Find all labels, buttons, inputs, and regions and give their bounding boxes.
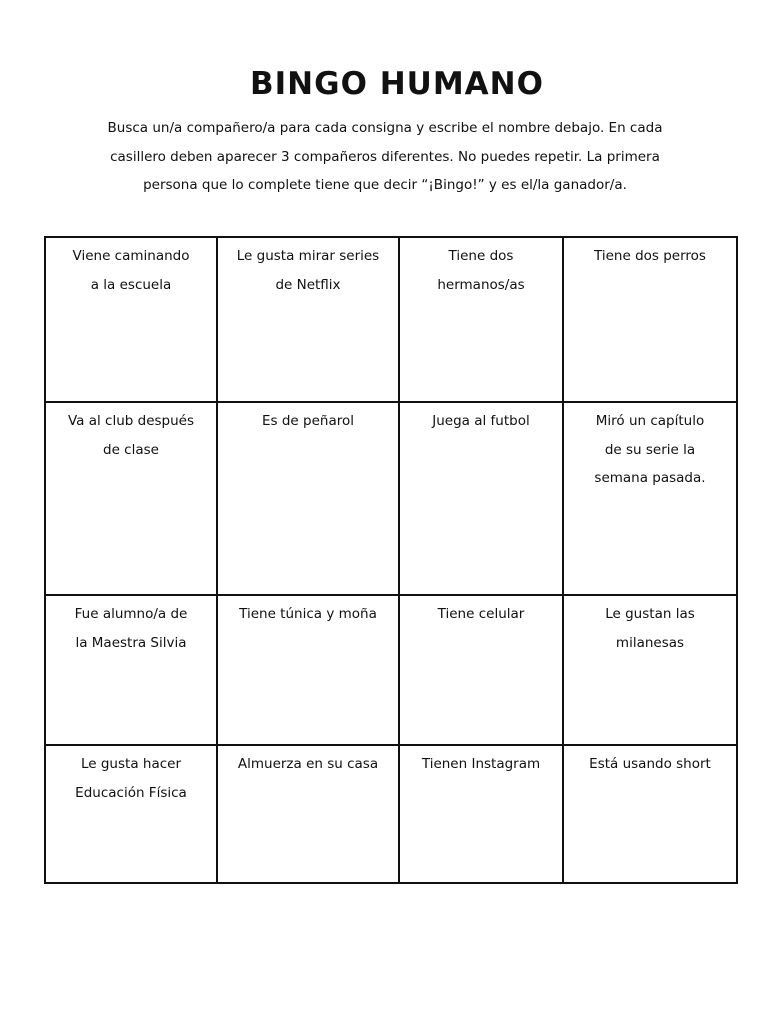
instructions-line: persona que lo complete tiene que decir “¡Bingo!” y es el/la ganador/a. bbox=[143, 177, 627, 193]
bingo-cell-text: Almuerza en su casa bbox=[237, 756, 379, 772]
bingo-cell-text: Fue alumno/a de bbox=[74, 606, 188, 622]
instructions-line: casillero deben aparecer 3 compañeros diferentes. No puedes repetir. La primera bbox=[110, 148, 660, 165]
bingo-cell-text: la Maestra Silvia bbox=[75, 634, 187, 651]
bingo-cell-text: Tiene dos perros bbox=[594, 248, 706, 264]
bingo-cell-text: Juega al futbol bbox=[432, 413, 530, 429]
bingo-cell[interactable] bbox=[218, 403, 400, 596]
bingo-cell-text: Tiene dos bbox=[448, 248, 514, 264]
bingo-cell[interactable] bbox=[400, 596, 564, 746]
bingo-cell-text: Educación Física bbox=[75, 784, 187, 801]
bingo-cell-text: Le gustan las bbox=[605, 606, 695, 622]
bingo-cell-text: Tiene túnica y moña bbox=[239, 606, 377, 622]
bingo-cell-text: Miró un capítulo bbox=[595, 413, 705, 429]
bingo-cell-text: Tienen Instagram bbox=[421, 756, 541, 772]
bingo-cell[interactable] bbox=[218, 746, 400, 882]
bingo-cell[interactable] bbox=[46, 596, 218, 746]
bingo-cell-text: a la escuela bbox=[90, 276, 172, 293]
bingo-cell-text: Le gusta mirar series bbox=[236, 248, 380, 264]
bingo-cell-text: Le gusta hacer bbox=[80, 756, 181, 772]
bingo-cell[interactable] bbox=[400, 238, 564, 403]
bingo-cell[interactable] bbox=[400, 403, 564, 596]
bingo-cell[interactable] bbox=[46, 403, 218, 596]
bingo-cell-text: Va al club después bbox=[67, 413, 195, 429]
instructions-line: Busca un/a compañero/a para cada consigna y escribe el nombre debajo. En cada bbox=[107, 120, 663, 136]
bingo-cell-text: milanesas bbox=[615, 634, 685, 651]
instructions bbox=[60, 114, 710, 200]
page-title: BINGO HUMANO bbox=[250, 66, 544, 102]
bingo-cell-text: semana pasada. bbox=[594, 470, 706, 486]
bingo-cell[interactable] bbox=[46, 238, 218, 403]
bingo-cell[interactable] bbox=[564, 746, 736, 882]
bingo-grid bbox=[44, 236, 738, 884]
bingo-cell[interactable] bbox=[46, 746, 218, 882]
bingo-cell[interactable] bbox=[218, 596, 400, 746]
bingo-cell[interactable] bbox=[564, 596, 736, 746]
bingo-cell-text: Es de peñarol bbox=[262, 413, 354, 429]
bingo-cell-text: Viene caminando bbox=[72, 248, 190, 264]
bingo-cell-text: de clase bbox=[103, 441, 159, 458]
bingo-cell[interactable] bbox=[564, 238, 736, 403]
bingo-cell-text: de su serie la bbox=[604, 441, 696, 458]
bingo-cell[interactable] bbox=[218, 238, 400, 403]
bingo-cell-text: de Netflix bbox=[275, 276, 341, 293]
bingo-cell-text: Tiene celular bbox=[437, 606, 525, 622]
bingo-cell[interactable] bbox=[564, 403, 736, 596]
bingo-cell[interactable] bbox=[400, 746, 564, 882]
bingo-cell-text: Está usando short bbox=[589, 756, 711, 772]
bingo-cell-text: hermanos/as bbox=[437, 276, 525, 293]
